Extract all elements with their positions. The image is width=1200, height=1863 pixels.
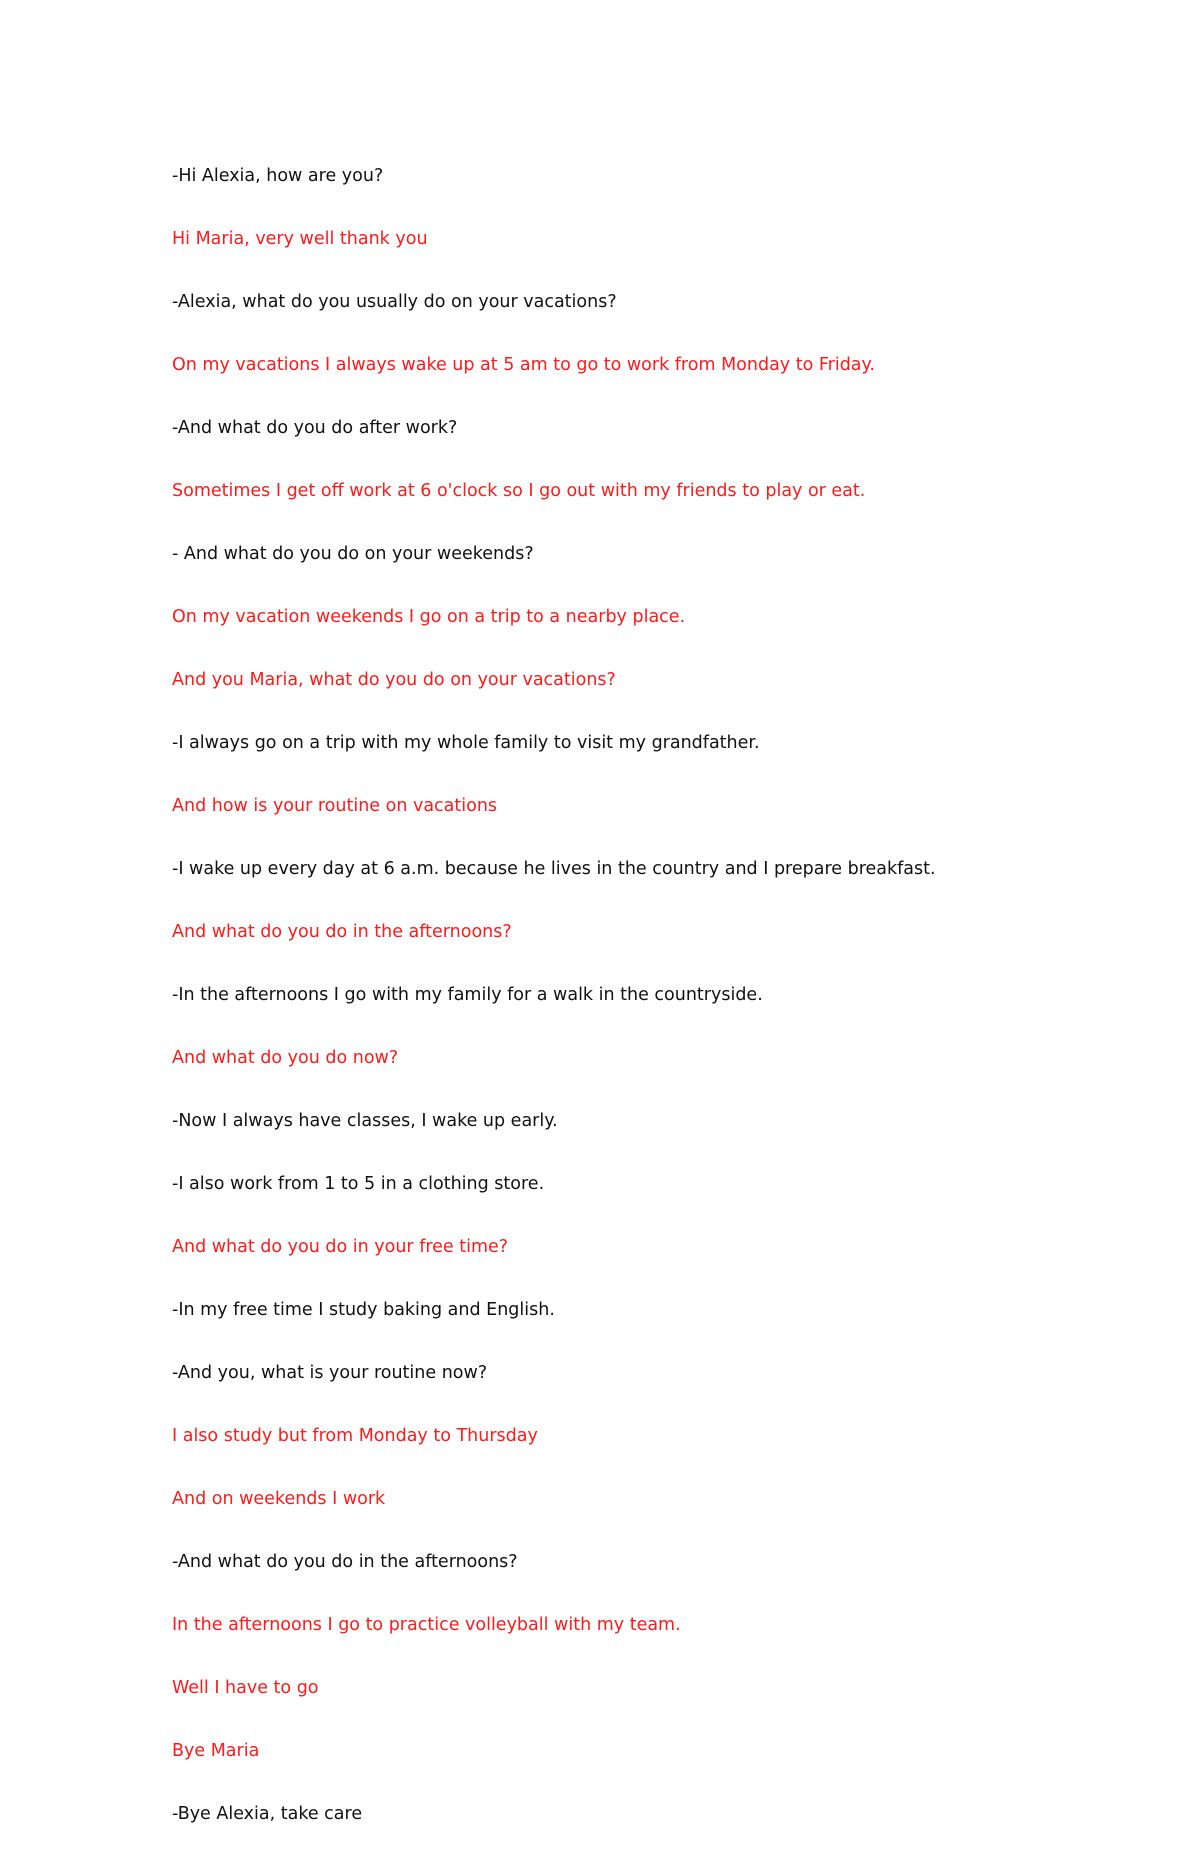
dialogue-line: And you Maria, what do you do on your vacations? bbox=[172, 669, 616, 690]
dialogue-line: Bye Maria bbox=[172, 1740, 260, 1761]
dialogue-line: In the afternoons I go to practice volleyball with my team. bbox=[172, 1614, 681, 1635]
dialogue-line: And what do you do in your free time? bbox=[172, 1236, 509, 1257]
dialogue-line: On my vacation weekends I go on a trip to a nearby place. bbox=[172, 606, 686, 627]
dialogue-line: -I always go on a trip with my whole family to visit my grandfather. bbox=[172, 732, 760, 753]
dialogue-line: -And you, what is your routine now? bbox=[172, 1362, 488, 1383]
dialogue-line: -In the afternoons I go with my family for a walk in the countryside. bbox=[172, 984, 763, 1005]
dialogue-line: Well I have to go bbox=[172, 1677, 319, 1698]
dialogue-line: And what do you do in the afternoons? bbox=[172, 921, 512, 942]
dialogue-line: And what do you do now? bbox=[172, 1047, 399, 1068]
dialogue-line: -In my free time I study baking and English. bbox=[172, 1299, 555, 1320]
dialogue-line: -I wake up every day at 6 a.m. because he lives in the country and I prepare breakfast. bbox=[172, 858, 936, 879]
dialogue-text bbox=[172, 144, 1072, 1863]
dialogue-line: -Alexia, what do you usually do on your vacations? bbox=[172, 291, 617, 312]
dialogue-line: -Bye Alexia, take care bbox=[172, 1803, 363, 1824]
dialogue-line: And how is your routine on vacations bbox=[172, 795, 498, 816]
dialogue-line: On my vacations I always wake up at 5 am to go to work from Monday to Friday. bbox=[172, 354, 875, 375]
dialogue-line: Hi Maria, very well thank you bbox=[172, 228, 428, 249]
dialogue-line: -Now I always have classes, I wake up early. bbox=[172, 1110, 558, 1131]
dialogue-line: -I also work from 1 to 5 in a clothing store. bbox=[172, 1173, 545, 1194]
dialogue-line: -And what do you do after work? bbox=[172, 417, 458, 438]
dialogue-line: I also study but from Monday to Thursday bbox=[172, 1425, 538, 1446]
dialogue-line: -Hi Alexia, how are you? bbox=[172, 165, 384, 186]
dialogue-line: And on weekends I work bbox=[172, 1488, 386, 1509]
dialogue-line: -And what do you do in the afternoons? bbox=[172, 1551, 518, 1572]
dialogue-line: Sometimes I get off work at 6 o'clock so I go out with my friends to play or eat. bbox=[172, 480, 866, 501]
dialogue-line: - And what do you do on your weekends? bbox=[172, 543, 534, 564]
